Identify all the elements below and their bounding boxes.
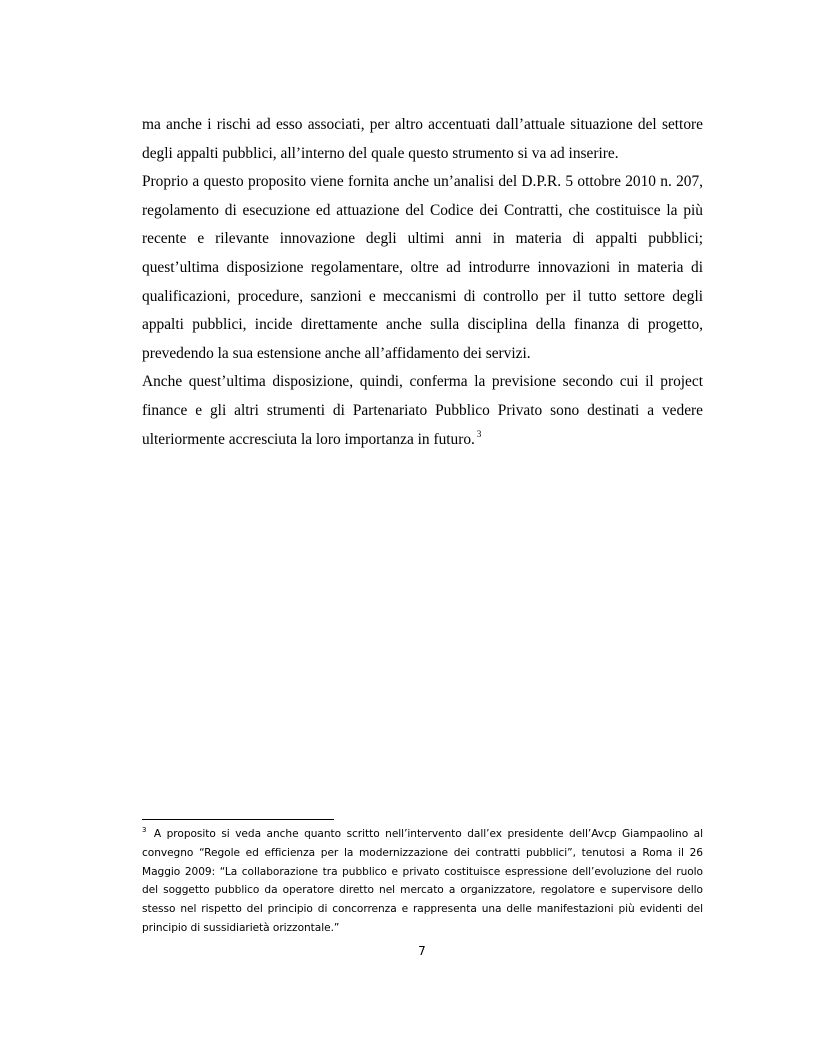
paragraph-2 (142, 168, 703, 368)
footnote-paragraph (142, 825, 703, 938)
footnote (142, 825, 703, 938)
footnote-marker: 3 (142, 826, 147, 835)
paragraph-1-text: ma anche i rischi ad esso associati, per altro accentuati dall’attuale situazione del settore degli appalti pubblici, all’interno del quale questo strumento si va ad inserire. (142, 116, 703, 162)
footnote-separator (142, 819, 334, 820)
footnote-text: A proposito si veda anche quanto scritto nell’intervento dall’ex presidente dell’Avcp Giampaolino al convegno “Regole ed efficienza per la modernizzazione dei contratti pubblici”, tenutosi a Roma il 26 Maggio 2009: “La collaborazione tra pubblico e privato costituisce espressione dell’evoluzione del ruolo del soggetto pubblico da operatore diretto nel mercato a organizzatore, regolatore e supervisore dello stesso nel rispetto del principio di concorrenza e rappresenta una delle manifestazioni più evidenti del principio di sussidiarietà orizzontale.” (142, 828, 703, 934)
page-number: 7 (418, 944, 426, 958)
paragraph-2-text: Proprio a questo proposito viene fornita anche un’analisi del D.P.R. 5 ottobre 2010 n. 207, regolamento di esecuzione ed attuazione del Codice dei Contratti, che costituisce la più recente e rilevante innovazione degli ultimi anni in materia di appalti pubblici; quest’ultima disposizione regolamentare, oltre ad introdurre innovazioni in materia di qualificazioni, procedure, sanzioni e meccanismi di controllo per il tutto settore degli appalti pubblici, incide direttamente anche sulla disciplina della finanza di progetto, prevedendo la sua estensione anche all’affidamento dei servizi. (142, 173, 703, 362)
footnote-reference[interactable]: 3 (476, 429, 482, 440)
paragraph-3-text: Anche quest’ultima disposizione, quindi, conferma la previsione secondo cui il project finance e gli altri strumenti di Partenariato Pubblico Privato sono destinati a vedere ulteriormente accresciuta la loro importanza in futuro. (142, 373, 703, 448)
body-text (142, 111, 703, 454)
paragraph-3 (142, 368, 703, 454)
paragraph-1 (142, 111, 703, 168)
